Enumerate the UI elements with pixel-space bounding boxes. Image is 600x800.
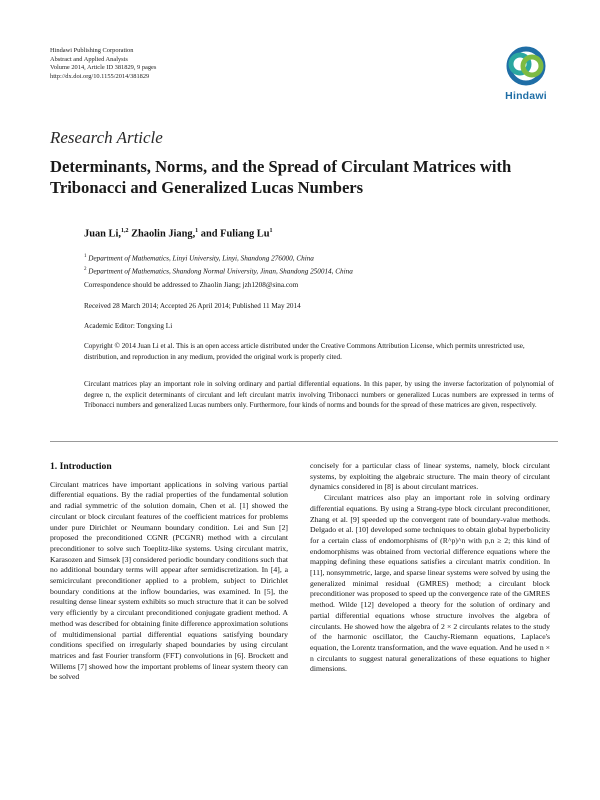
affiliation-sup: 2 [84, 267, 87, 273]
section-heading: 1. Introduction [50, 461, 112, 472]
author-affil-sup: 1,2 [120, 228, 129, 234]
academic-editor: Academic Editor: Tongxing Li [84, 322, 173, 330]
affiliation-sup: 1 [84, 254, 87, 259]
author-name: Juan Li, [84, 228, 121, 240]
paper-title: Determinants, Norms, and the Spread of Circulant Matrices with Tribonacci and Generalized Lucas Numbers [50, 157, 512, 197]
journal-header [50, 47, 156, 81]
body-paragraph: concisely for a particular class of linear systems, namely, block circulant systems, by exploiting the algebraic structure. The main theory of circulant dynamics considered in [8] is about circulant matrices. [310, 461, 550, 492]
divider [50, 441, 558, 442]
affiliation-list [84, 251, 353, 278]
hindawi-logo [494, 44, 558, 112]
author-name: Zhaolin Jiang, [128, 228, 196, 240]
correspondence: Correspondence should be addressed to Zhaolin Jiang; jzh1208@sina.com [84, 281, 299, 289]
author-affil-sup: 1 [195, 228, 199, 234]
doi-link[interactable]: http://dx.doi.org/10.1155/2014/381829 [50, 72, 150, 80]
logo-text: Hindawi [505, 90, 547, 102]
affiliation-text: Department of Mathematics, Shandong Normal University, Jinan, Shandong 250014, China [86, 267, 353, 276]
author-affil-sup: 1 [269, 228, 273, 234]
author-list [84, 228, 273, 239]
article-type: Research Article [50, 128, 163, 147]
affiliation [84, 251, 353, 264]
journal-name: Abstract and Applied Analysis [50, 55, 128, 63]
left-column [50, 462, 288, 683]
affiliation-text: Department of Mathematics, Linyi University, Linyi, Shandong 276000, China [86, 254, 314, 263]
author-name: and Fuliang Lu [198, 228, 270, 240]
affiliation [84, 264, 353, 277]
publisher-name: Hindawi Publishing Corporation [50, 47, 134, 54]
abstract: Circulant matrices play an important role in solving ordinary and partial differential equations. In this paper, by using the inverse factorization of polynomial of degree n, the explicit determinants of circulant and left circulant matrix involving Tribonacci numbers or generalized Lucas numbers are expressed in terms of Tribonacci numbers and generalized Lucas numbers only. Furthermore, four kinds of norms and bounds for the spread of these matrices are given, respectively. [84, 380, 554, 409]
copyright-notice: Copyright © 2014 Juan Li et al. This is an open access article distributed under the Creative Commons Attribution License, which permits unrestricted use, distribution, and reproduction in any medium, provided the original work is properly cited. [84, 342, 525, 361]
hindawi-logo-icon [504, 44, 548, 88]
publication-dates: Received 28 March 2014; Accepted 26 April 2014; Published 11 May 2014 [84, 302, 301, 310]
right-column [310, 461, 550, 675]
volume-info: Volume 2014, Article ID 381829, 9 pages [50, 64, 157, 72]
body-paragraph: Circulant matrices also play an important role in solving ordinary differential equations. By using a Strang-type block circulant preconditioner, Zhang et al. [9] speeded up the convergent rate of boundary-value methods. Delgado et al. [10] developed some techniques to obtain global hyperbolicity for a certain class of endomorphisms of (R^p)^n with p,n ≥ 2; this kind of endomorphisms was obtained from vectorial difference equations where the mapping defining these equations satisfies a circulant matrix condition. In [11], nonsymmetric, large, and sparse linear systems were solved by using the generalized minimal residual (GMRES) method; a circulant block preconditioner was proposed to speed up the convergence rate of the GMRES method. Wilde [12] developed a theory for the solution of ordinary and partial differential equations whose structure involves the algebra of circulants. He showed how the algebra of 2 × 2 circulants relates to the study of the harmonic oscillator, the Cauchy-Riemann equations, Laplace's equation, the Lorentz transformation, and the wave equation. And he used n × n circulants to suggest natural generalizations of these equations to higher dimensions. [310, 493, 550, 674]
body-paragraph: Circulant matrices have important applications in solving various partial differential equations. By the radial properties of the fundamental solution and radial symmetric of the solution domain, Chen et al. [1] showed the circulant or block circulant features of the coefficient matrices for problems under pure Dirichlet or Neumann boundary condition. Lei and Sun [2] proposed the preconditioned CGNR (PCGNR) method with a circulant preconditioner to solve such Toeplitz-like systems. Using circulant matrix, Karasozen and Simsek [3] considered periodic boundary conditions such that no additional boundary terms will appear after semidiscretization. In [4], a semicirculant preconditioner applied to a problem, subject to Dirichlet boundary conditions at the inflow boundaries, was examined. In [5], the resulting dense linear system exhibits so much structure that it can be solved very efficiently by a circulant preconditioned conjugate gradient method. A method was described for obtaining finite difference approximation solutions of multidimensional partial differential equations satisfying boundary conditions specified on irregularly shaped boundaries by using circulant matrices and fast Fourier transform (FFT) convolutions in [6]. Brockett and Willems [7] showed how the important problems of linear system theory can be solved [50, 479, 288, 682]
